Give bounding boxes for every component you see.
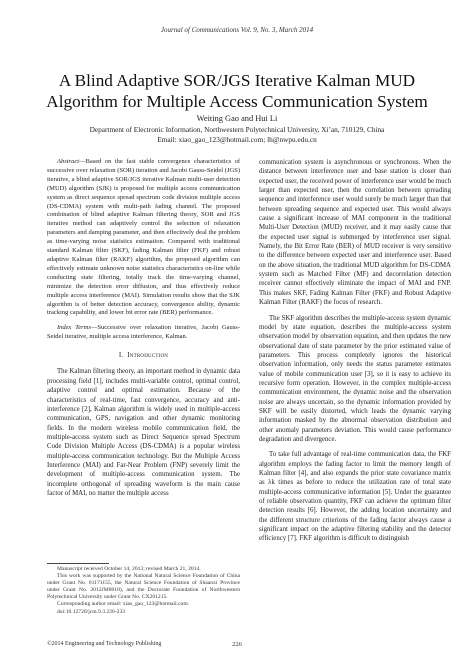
paper-authors: Weiting Gao and Hui Li bbox=[196, 114, 278, 123]
abstract-text: —Based on the fast stable convergence characteristics of successive over relaxation (SOR) iteration and Jacobi Gauss-Seidel (JGS) iterative, a blind adaptive SOR/JGS iterative Kalman multi-user detection (MUD) algorithm (SJK) is proposed for multiple access communication system as direct sequence spread spectrum code division multiple access (DS-CDMA) system with multi-path fading channel. The proposed combination of blind adaptive Kalman filtering theory, SOR and JGS iterative method can adaptively control the selection of relaxation parameters and damping parameter, and then effectively deal the problem as time-varying noise statistics estimation. Compared with traditional standard Kalman filter (SKF), fading Kalman filter (FKF) and robust adaptive Kalman filter (RAKF) algorithm, the proposed algorithm can effectively estimate unknown noise statistics characteristics on-line while conducting state filtering, totally track the time-varying channel, minimize the detection error diffusion, and thus effectively reduce multiple access interference (MAI). Simulation results show that the SJK algorithm is of better detection accuracy, convergence ability, dynamic tracking capability, and lower bit error rate (BER) performance. bbox=[47, 158, 240, 317]
copyright-footer: ©2014 Engineering and Technology Publishing bbox=[47, 641, 162, 647]
right-column bbox=[259, 158, 451, 544]
footnote: Manuscript received October 14, 2013; revised March 21, 2014. bbox=[57, 566, 201, 572]
abstract-label: Abstract bbox=[57, 158, 80, 165]
section-heading bbox=[47, 351, 240, 360]
body-paragraph: communication system is asynchronous or synchronous. When the distance between interference user and base station is closer than expected user, the received power of interference user would be much larger than expected user, then the correlation between spreading sequence and interference user would surely be much larger than that between spreading sequence and expected user. This would always cause a significant increase of MAI component in the traditional Multi-User Detection (MUD) receiver, and it may easily cause that the expected user signal is submerged by interference user signal. Namely, the Bit Error Rate (BER) of MUD receiver is very sensitive to the difference between expected user and interference user. Based on the above situation, the traditional MUD algorithm for DS-CDMA system such as Matched Filter (MF) and decorrelation detection receiver cannot effectively eliminate the impact of MAI and FNP. This makes SKF, Fading Kalman Filter (FKF) and Robust Adaptive Kalman Filter (RAKF) the focus of research. bbox=[259, 159, 451, 307]
paper-title: A Blind Adaptive SOR/JGS Iterative Kalman MUD Algorithm for Multiple Access Communication System bbox=[46, 71, 428, 111]
section-number: I. bbox=[118, 351, 124, 360]
intro-paragraph: The Kalman filtering theory, an important method in dynamic data processing field [1], includes multi-variable control, optimal control, adaptive control and optimal estimation. Because of the characteristics of real-time, fast convergence, accuracy and anti-interference [2], Kalman algorithm is widely used in multiple-access communication, GPS, navigation and other dynamic monitoring fields. In the modern wireless mobile communication field, the multiple-access system such as Direct Sequence spread Spectrum Code Division Multiple Access (DS-CDMA) is a popular wireless multiple-access communication technology. But the Multiple Access Interference (MAI) and Far-Near Problem (FNP) severely limit the development of multiple-access communication system. The incomplete orthogonal of spreading waveform is the main cause factor of MAI, no matter the multiple access bbox=[47, 368, 240, 497]
footnote-divider bbox=[47, 563, 109, 564]
abstract bbox=[47, 158, 240, 318]
index-terms-label: Index Terms bbox=[57, 324, 91, 332]
footnotes bbox=[47, 566, 240, 616]
body-paragraph: The SKF algorithm describes the multiple-access system dynamic model by state equation, describes the multiple-access system observation model by observation equation, and then updates the new observational date of state parameter by the prior estimated value of parameters. This process completely ignores the historical observation information, only needs the status parameter estimates value of mobile communication user [3], so it is easy to achieve its recursive form operation. However, in the complex multiple-access communication environment, the dynamic noise and the observation noise are always uncertain, so the dynamic information provided by SKF will be easily distorted, which leads the dynamic varying information masked by the abnormal observation distribution and other anomaly parameters deviation. This would cause performance degradation and divergence. bbox=[259, 314, 451, 443]
paper-affiliation: Department of Electronic Information, Northwestern Polytechnical University, Xi’an, 710129, China bbox=[89, 125, 385, 134]
footnote: Corresponding author email: xiao_gao_123@hotmail.com. bbox=[57, 601, 190, 608]
index-terms-text: —Successive over relaxation iterative, Jacobi Gauss-Seidel iterative, multiple access interference, Kalman. bbox=[47, 324, 240, 341]
body-paragraph: To take full advantage of real-time communication data, the FKF algorithm employs the fading factor to limit the memory length of Kalman filter [4], and also expands the prior state covariance matrix as λk times as before to reduce the utilization rate of total state multiple-access communicative information [5]. Under the guarantee of reliable observation quantity, FKF can achieve the optimum filter detection results [6]. However, the adding location uncertainty and the different structure criterions of the fading factor always cause a significant impact on the adaptive filtering stability and the detector efficiency [7]. FKF algorithm is difficult to distinguish bbox=[259, 451, 451, 543]
footnote: doi:10.12720/jcm.9.3.226-233 bbox=[57, 608, 126, 615]
index-terms bbox=[47, 324, 240, 342]
footnote: This work was supported by the National Natural Science Foundation of China under Grant No. 61171155, the Natural Science Foundation of Shaanxi Province under Grant No. 2012JM8010), and the Doctorate Foundation of Northwestern Polytechnical University under Grant No. CX201215. bbox=[47, 573, 240, 601]
paper-email: Email: xiao_gao_123@hotmail.com; lh@nwpu.edu.cn bbox=[157, 135, 317, 144]
page-number: 226 bbox=[232, 641, 242, 648]
journal-header: Journal of Communications Vol. 9, No. 3, March 2014 bbox=[160, 26, 314, 34]
section-title: Introduction bbox=[127, 351, 169, 360]
left-column bbox=[47, 158, 240, 498]
